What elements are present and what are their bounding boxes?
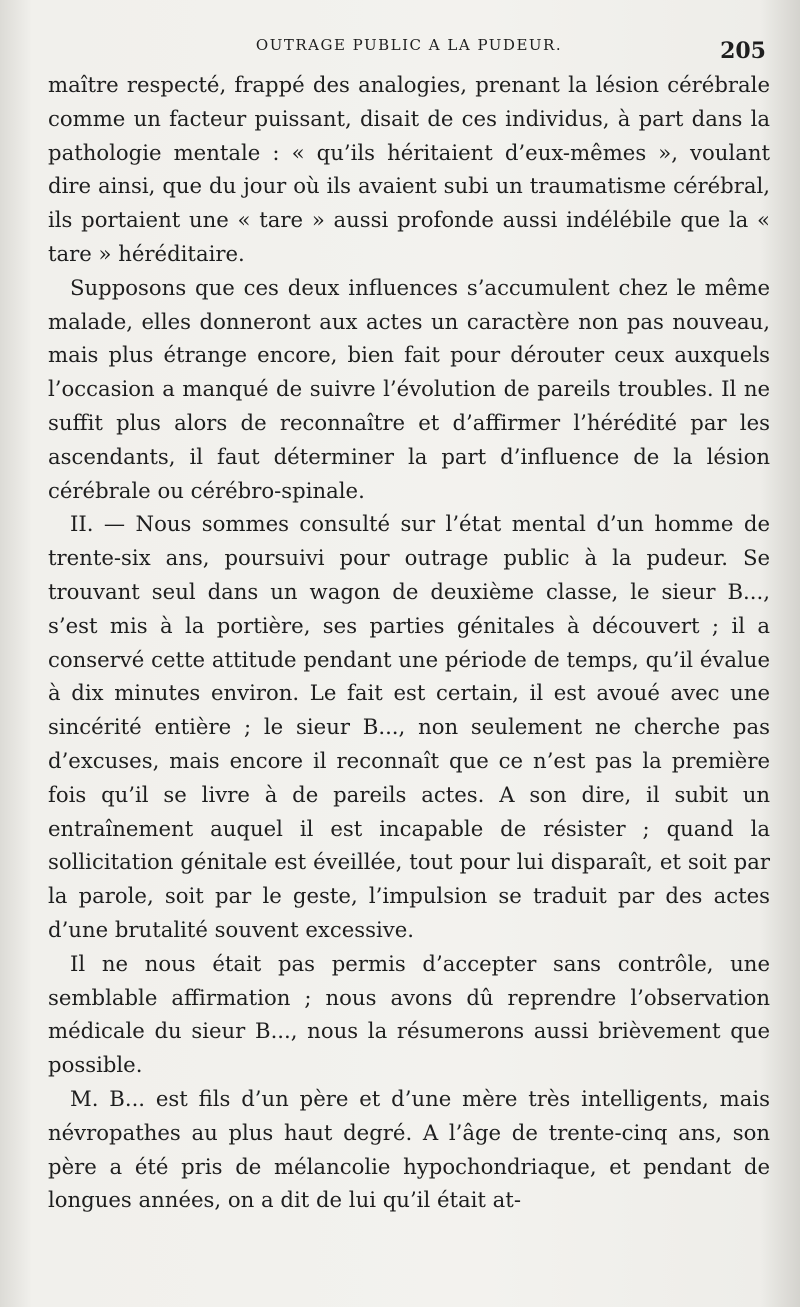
paragraph: M. B... est fils d’un père et d’une mère très intelligents, mais névropathes au plus haut degré. A l’âge de trente-cinq ans, son père a été pris de mélancolie hypochondriaque, et pendant de longues années, on a dit de lui qu’il était at- — [48, 1085, 770, 1213]
running-title: OUTRAGE PUBLIC A LA PUDEUR. — [255, 36, 563, 54]
paragraph: Il ne nous était pas permis d’accepter sans contrôle, une semblable affirmation ; nous avons dû reprendre l’observation médicale du sieur B..., nous la résumerons aussi brièvement que possible. — [48, 950, 770, 1078]
body-text — [48, 68, 770, 1217]
paragraph-continuation: maître respecté, frappé des analogies, prenant la lésion cérébrale comme un facteur puissant, disait de ces individus, à part dans la pathologie mentale : « qu’ils héritaient d’eux-mêmes », voulant dire ainsi, que du jour où ils avaient subi un traumatisme cérébral, ils portaient une « tare » aussi profonde aussi indélébile que la « tare » héréditaire. — [48, 72, 770, 266]
paragraph: Supposons que ces deux influences s’accumulent chez le même malade, elles donneront aux actes un caractère non pas nouveau, mais plus étrange encore, bien fait pour dérouter ceux auxquels l’occasion a manqué de suivre l’évolution de pareils troubles. Il ne suffit plus alors de reconnaître et d’affirmer l’hérédité par les ascendants, il faut déterminer la part d’influence de la lésion cérébrale ou cérébro-spinale. — [48, 274, 770, 503]
page-number: 205 — [720, 38, 766, 64]
running-head — [48, 34, 770, 64]
paragraph: II. — Nous sommes consulté sur l’état mental d’un homme de trente-six ans, poursuivi pour outrage public à la pudeur. Se trouvant seul dans un wagon de deuxième classe, le sieur B..., s’est mis à la portière, ses parties génitales à découvert ; il a conservé cette attitude pendant une période de temps, qu’il évalue à dix minutes environ. Le fait est certain, il est avoué avec une sincérité entière ; le sieur B..., non seulement ne cherche pas d’excuses, mais encore il reconnaît que ce n’est pas la première fois qu’il se livre à de pareils actes. A son dire, il subit un entraînement auquel il est incapable de résister ; quand la sollicitation génitale est éveillée, tout pour lui disparaît, et soit par la parole, soit par le geste, l’impulsion se traduit par des actes d’une brutalité souvent excessive. — [48, 511, 770, 942]
